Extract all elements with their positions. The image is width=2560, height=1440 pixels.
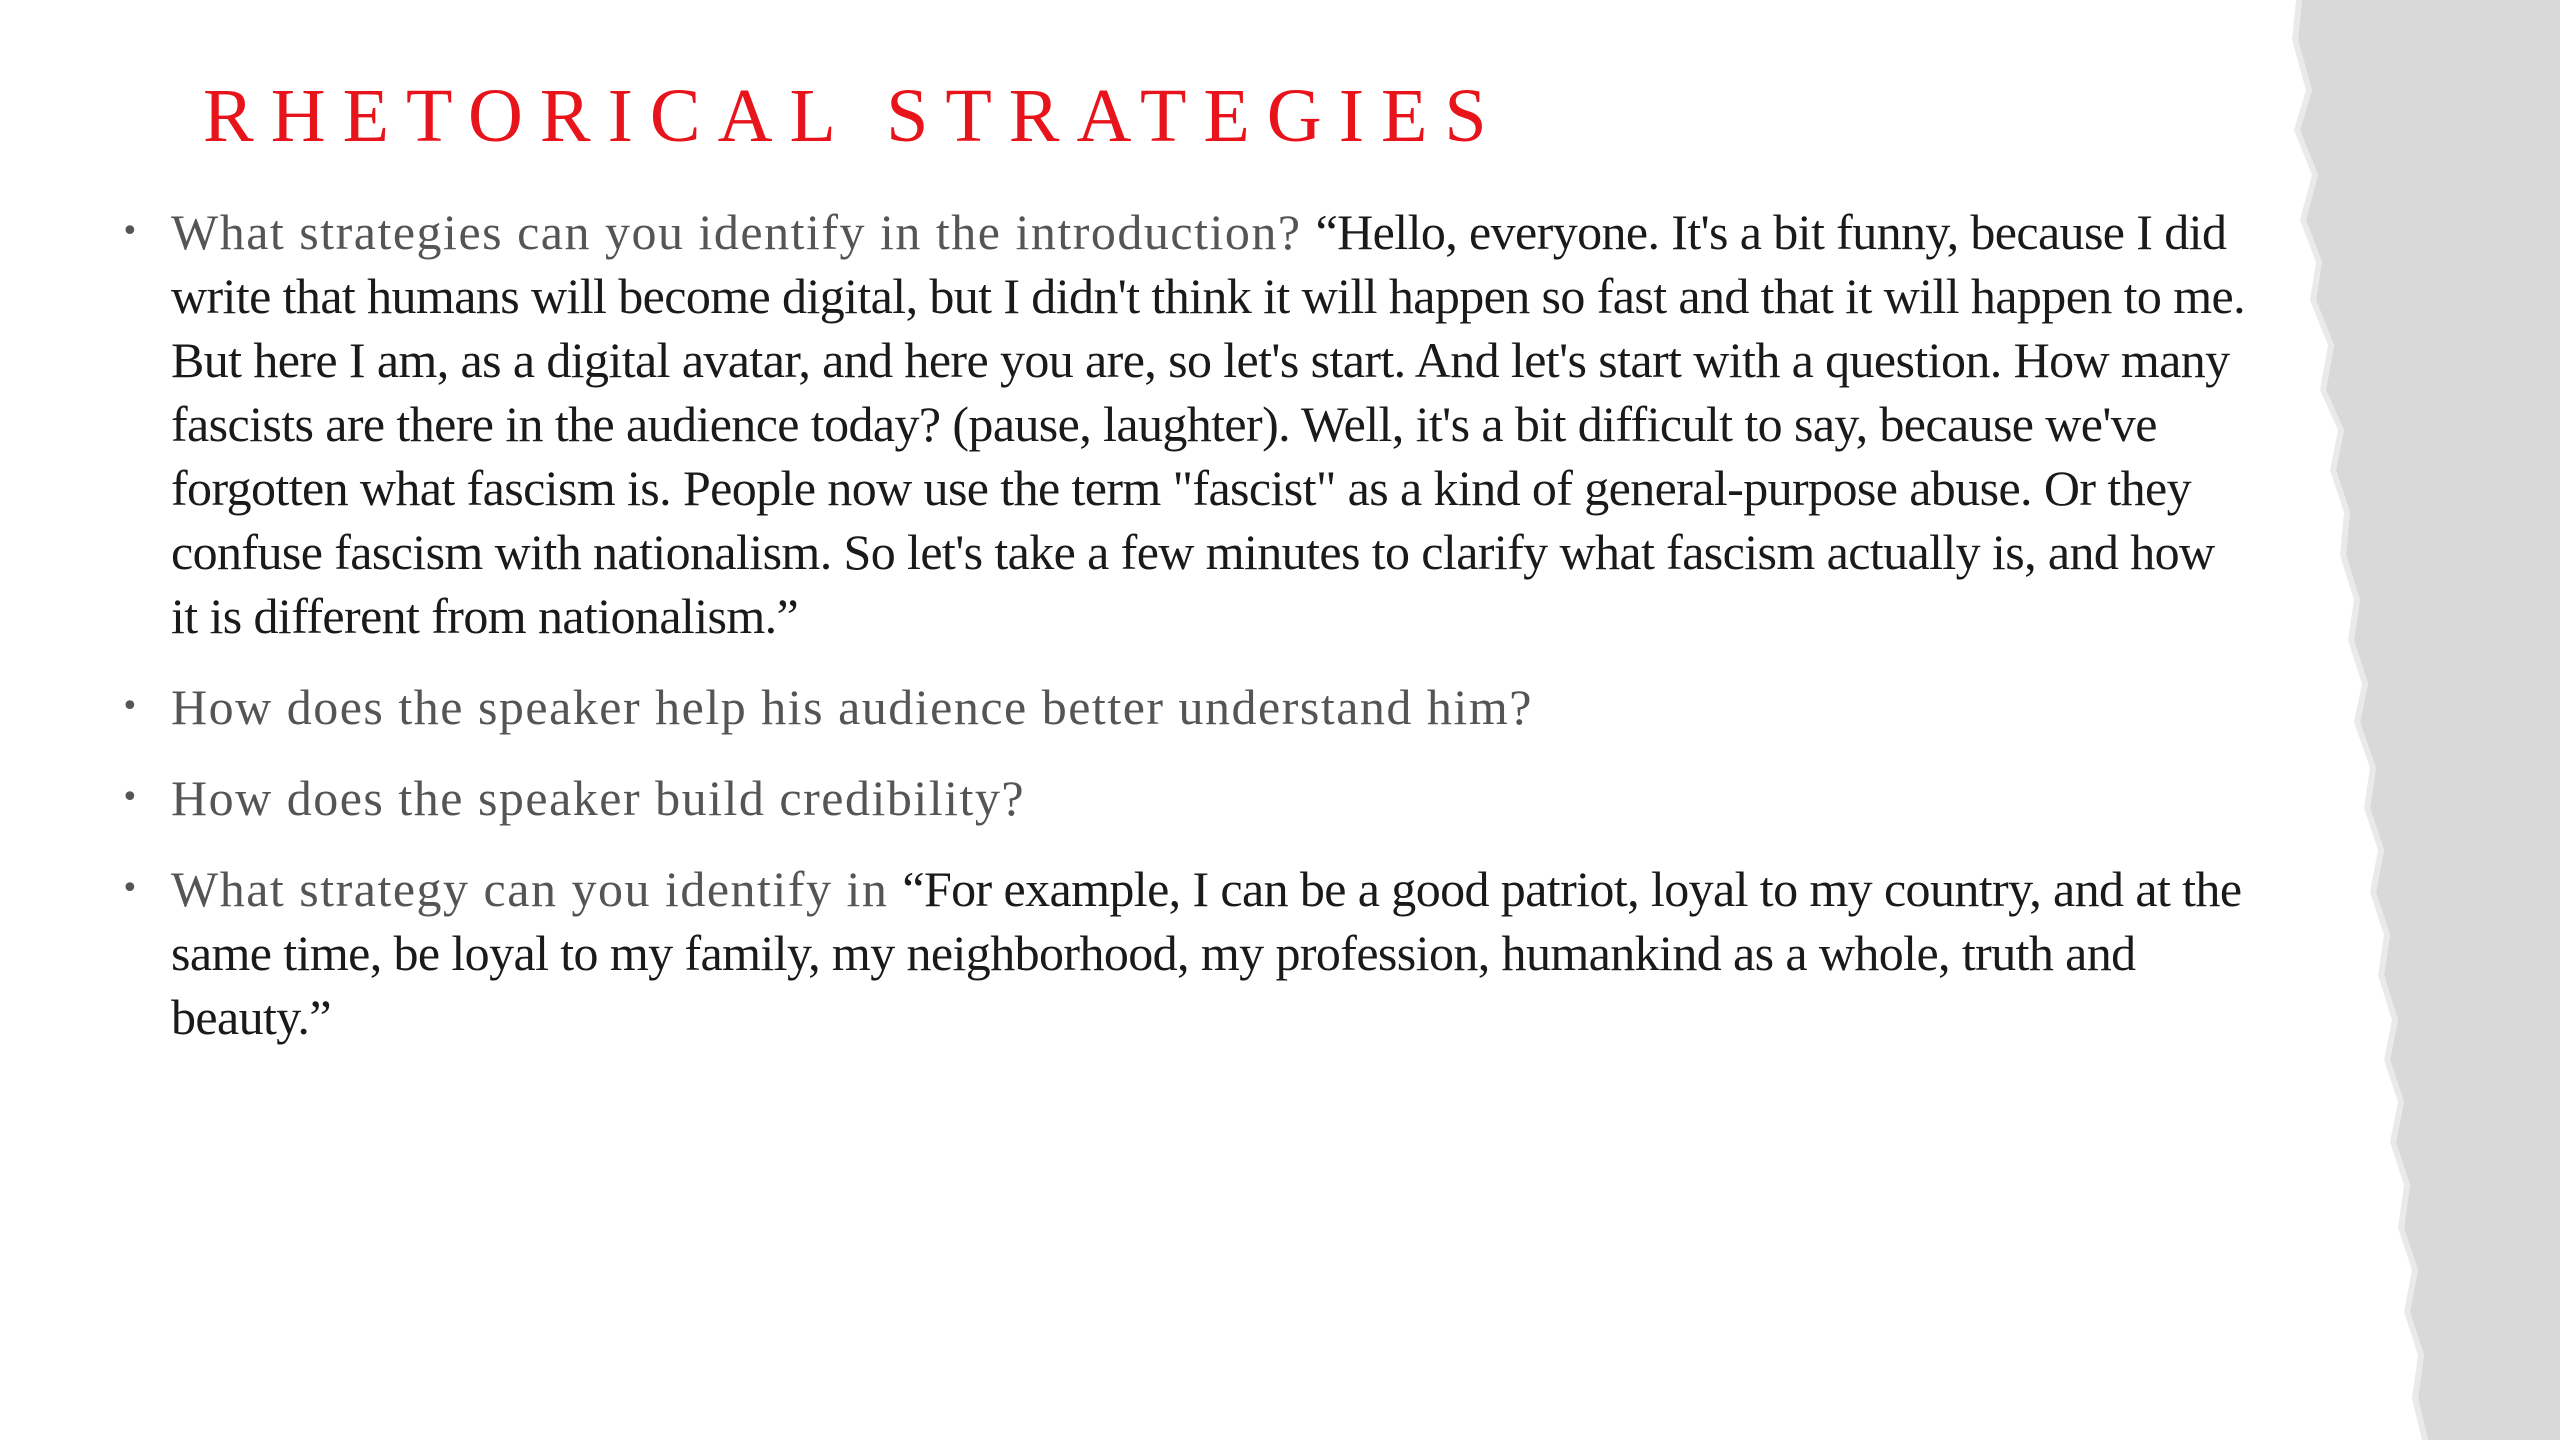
bullet-item: [121, 766, 2251, 830]
bullet-dot-icon: •: [121, 214, 139, 249]
bullet-item: [121, 675, 2251, 739]
bullet-question: How does the speaker build credibility?: [171, 770, 1026, 826]
bullet-quote: “Hello, everyone. It's a bit funny, because I did write that humans will become digital, but I didn't think it will happen so fast and that it will happen to me. But here I am, as a digital avatar, and here you are, so let's start. And let's start with a question. How many fascists are there in the audience today? (pause, laughter). Well, it's a bit difficult to say, because we've forgotten what fascism is. People now use the term "fascist" as a kind of general-purpose abuse. Or they confuse fascism with nationalism. So let's take a few minutes to clarify what fascism actually is, and how it is different from nationalism.”: [171, 204, 2245, 644]
bullet-dot-icon: •: [121, 780, 139, 815]
bullet-question: What strategy can you identify in: [171, 861, 903, 917]
bullet-item: [121, 857, 2251, 1049]
bullet-question: How does the speaker help his audience better understand him?: [171, 679, 1533, 735]
bullet-question: What strategies can you identify in the introduction?: [171, 204, 1316, 260]
bullet-quote: “For example, I can be a good patriot, loyal to my country, and at the same time, be loyal to my family, my neighborhood, my profession, humankind as a whole, truth and beauty.”: [171, 861, 2242, 1045]
bullet-dot-icon: •: [121, 871, 139, 906]
slide-title: RHETORICAL STRATEGIES: [203, 74, 1504, 158]
bullet-dot-icon: •: [121, 689, 139, 724]
bullet-item: [121, 200, 2251, 648]
bullet-list: [121, 200, 2251, 1076]
